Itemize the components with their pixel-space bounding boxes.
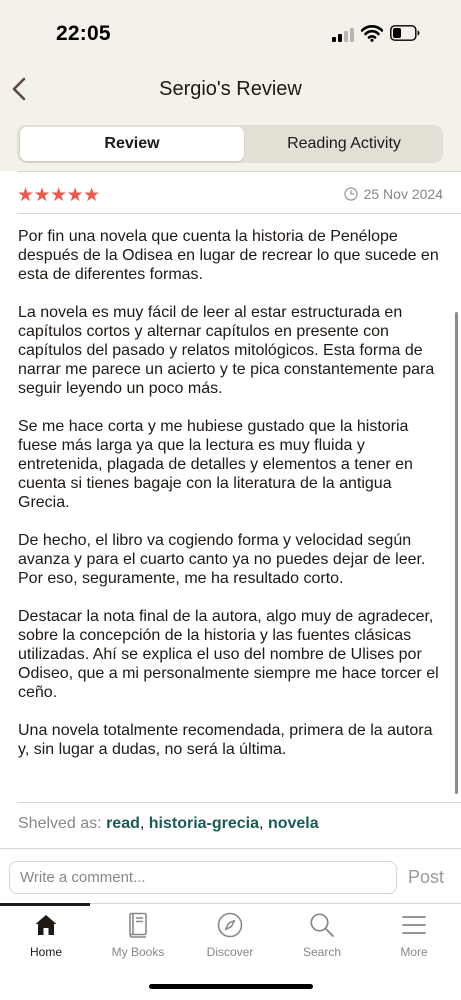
- post-button[interactable]: Post: [408, 867, 445, 887]
- divider: [17, 213, 461, 214]
- book-icon: [127, 912, 149, 938]
- home-indicator: [149, 984, 313, 989]
- battery-icon: [390, 25, 420, 41]
- tab-review[interactable]: Review: [20, 127, 244, 161]
- active-tab-indicator: [0, 903, 90, 906]
- wifi-icon: [361, 24, 383, 42]
- tab-label: Discover: [206, 945, 254, 959]
- tab-search[interactable]: [276, 910, 368, 966]
- divider: [17, 171, 461, 172]
- review-date: [344, 186, 443, 202]
- review-paragraph: Se me hace corta y me hubiese gustado que la historia fuese más larga ya que la lectura es muy fluida y entretenida, plagada de detalles y elementos a tener en cuenta si tienes bagaje con la literatura de la antigua Grecia.: [18, 418, 413, 511]
- tab-my-books[interactable]: [92, 910, 184, 966]
- tab-reading-activity[interactable]: Reading Activity: [287, 135, 401, 152]
- star-rating: ★★★★★: [17, 185, 100, 206]
- shelf-separator: ,: [259, 815, 264, 832]
- review-paragraph: Destacar la nota final de la autora, algo muy de agradecer, sobre la concepción de la historia y las fuentes clásicas utilizadas. Ahí se explica el uso del nombre de Ulises por Odiseo, que a mi personalmente siempre me hace torcer el ceño.: [18, 608, 439, 701]
- tab-home[interactable]: [0, 910, 92, 966]
- comment-bar: [0, 848, 461, 902]
- scrollbar[interactable]: [455, 312, 458, 794]
- header-area: [0, 0, 461, 171]
- page-title: Sergio's Review: [159, 78, 302, 100]
- tab-discover[interactable]: [184, 910, 276, 966]
- divider: [17, 802, 461, 803]
- shelves-row: [18, 815, 319, 833]
- comment-input[interactable]: [9, 861, 397, 894]
- shelf-link-historia-grecia[interactable]: historia-grecia: [148, 815, 260, 832]
- status-time: 22:05: [56, 22, 111, 45]
- status-bar: [0, 0, 461, 62]
- review-paragraph: La novela es muy fácil de leer al estar estructurada en capítulos cortos y alternar capítulos en presente con capítulos del pasado y relatos mitológicos. Esta forma de narrar me parece un acierto y te pica constantemente para seguir leyendo un poco más.: [18, 304, 435, 397]
- review-date-text: 25 Nov 2024: [363, 186, 443, 202]
- nav-bar: [0, 62, 461, 117]
- shelf-separator: ,: [139, 815, 145, 832]
- search-icon: [309, 912, 335, 938]
- tab-label: Search: [302, 945, 342, 959]
- review-paragraph: Por fin una novela que cuenta la historia de Penélope después de la Odisea en lugar de recrear lo que sucede en esta de diferentes formas.: [18, 228, 439, 283]
- rating-row: [17, 180, 443, 210]
- compass-icon: [217, 912, 243, 938]
- clock-icon: [344, 187, 358, 201]
- tab-label: My Books: [111, 945, 165, 959]
- tab-label: More: [400, 945, 428, 959]
- review-paragraph: Una novela totalmente recomendada, primera de la autora y, sin lugar a dudas, no será la última.: [18, 722, 433, 758]
- segmented-control: [17, 125, 443, 163]
- shelf-link-novela[interactable]: novela: [267, 815, 319, 832]
- menu-icon: [402, 915, 426, 935]
- review-body: [18, 227, 442, 778]
- home-icon: [34, 913, 58, 937]
- shelves-label: Shelved as:: [18, 815, 102, 832]
- review-paragraph: De hecho, el libro va cogiendo forma y velocidad según avanza y para el cuarto canto ya no puedes dejar de leer. Por eso, seguramente, me ha resultado corto.: [18, 532, 426, 587]
- shelf-link-read[interactable]: read: [106, 815, 140, 832]
- tab-label: Home: [29, 945, 62, 959]
- cellular-signal-icon: [332, 28, 354, 42]
- tab-more[interactable]: [368, 910, 460, 966]
